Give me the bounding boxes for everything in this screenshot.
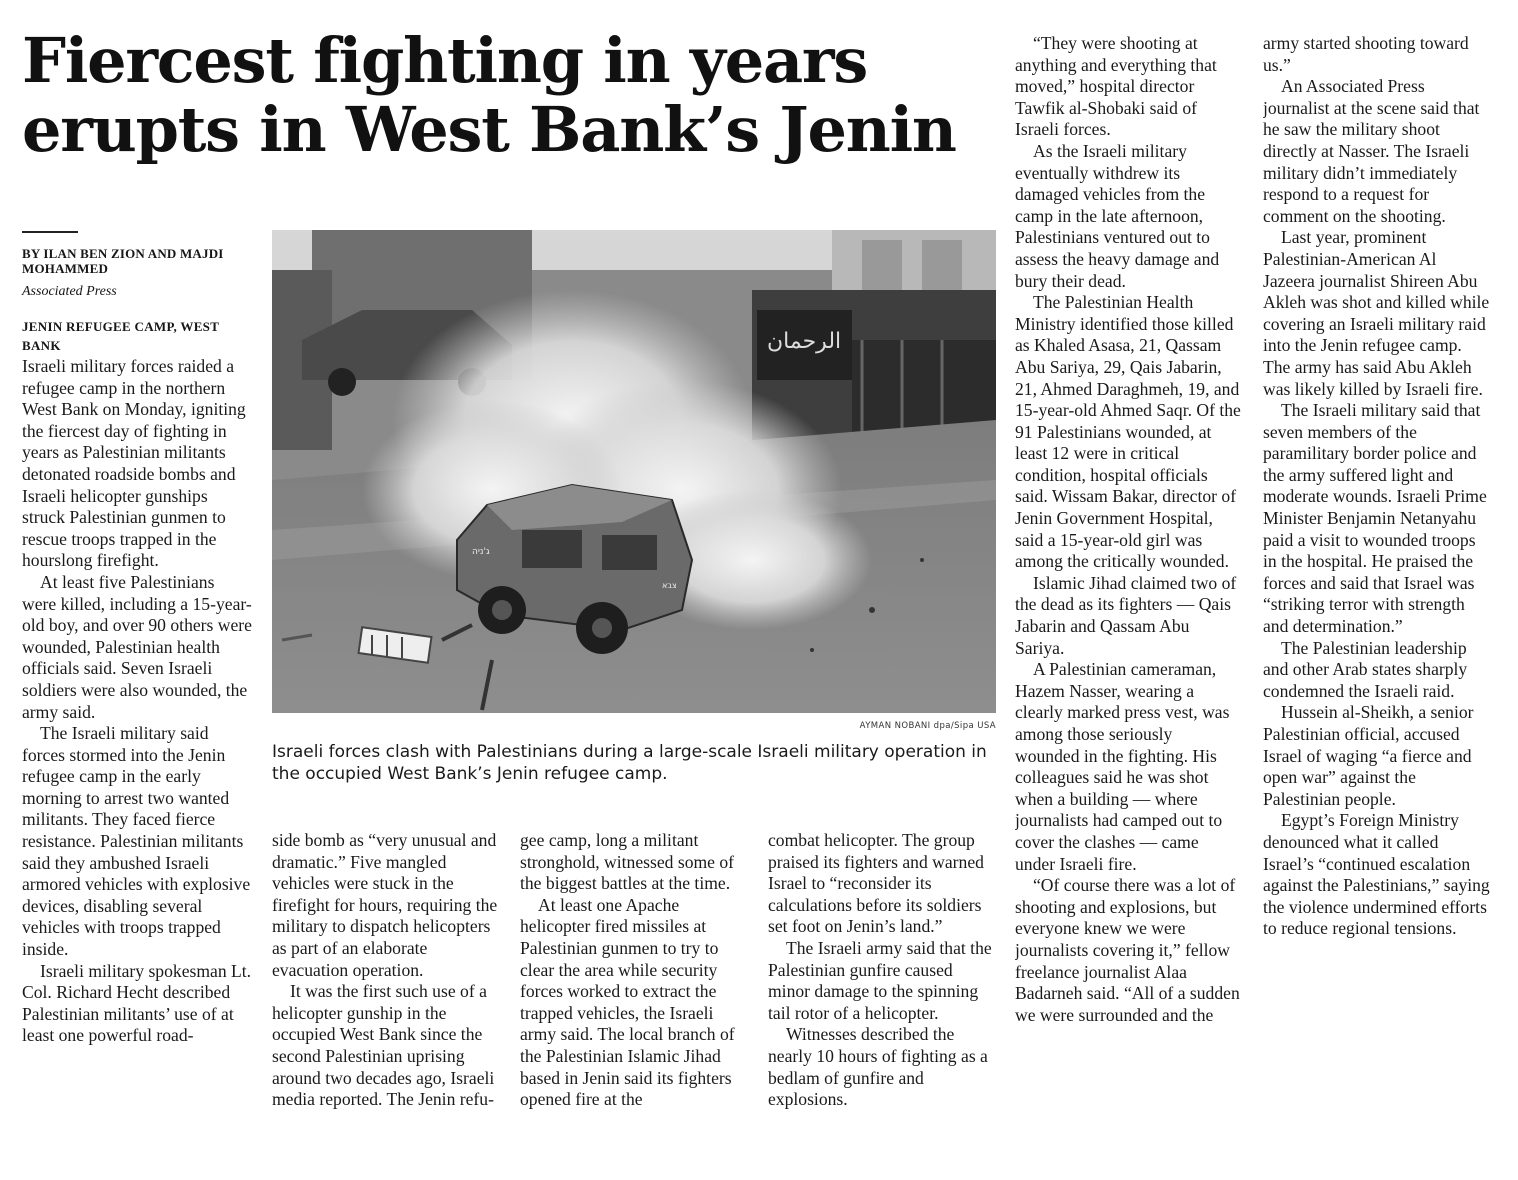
paragraph: gee camp, long a militant stronghold, witnessed some of the biggest battles at the time. (520, 830, 735, 894)
paragraph: The Palestinian leadership and other Arab states sharply condemned the Israeli raid. (1263, 637, 1468, 701)
paragraph: army started shooting toward us.” (1263, 33, 1469, 75)
paragraph: As the Israeli military eventually withdrew its damaged vehicles from the camp in the late afternoon, Palestinians ventured out to assess the heavy damage and bury their dead. (1015, 140, 1220, 291)
paragraph: “Of course there was a lot of shooting and explosions, but everyone knew we were journalists covering it,” fellow freelance journalist Alaa Badarneh said. “All of a sudden we were surrounded and the (1015, 875, 1240, 1025)
paragraph: Hussein al-Sheikh, a senior Palestinian official, accused Israel of waging “a fierce and open war” against the Palestinian people. (1263, 702, 1474, 809)
headline: Fiercest fighting in years erupts in West Bank’s Jenin (22, 24, 956, 166)
dateline: JENIN REFUGEE CAMP, WEST BANK (22, 319, 219, 353)
paragraph: Egypt’s Foreign Ministry denounced what it called Israel’s “continued escalation against the Palestinians,” saying the violence undermined efforts to reduce regional tensions. (1263, 810, 1490, 939)
paragraph: A Palestinian cameraman, Hazem Nasser, wearing a clearly marked press vest, was among those seriously wounded in the fighting. His colleagues said he was shot when a building — where journalists had camped out to cover the clashes — came under Israeli fire. (1015, 659, 1230, 874)
paragraph: The Israeli military said that seven members of the paramilitary border police and the army suffered light and moderate wounds. Israeli Prime Minister Benjamin Netanyahu paid a visit to wounded troops in the hospital. He praised the forces and said that Israel was “striking terror with strength and determination.” (1263, 400, 1487, 637)
paragraph: The Israeli military said forces stormed into the Jenin refugee camp in the early morning to arrest two wanted militants. They faced fierce resistance. Palestinian militants said they ambushed Israeli armored vehicles with explosive devices, disabling several vehicles with troops trapped inside. (22, 723, 251, 960)
photo-illustration (272, 230, 996, 713)
article-column-3 (520, 830, 748, 1160)
paragraph: Israeli military spokesman Lt. Col. Richard Hecht described Palestinian militants’ use of at least one powerful road- (22, 960, 252, 1046)
photo-caption: Israeli forces clash with Palestinians during a large-scale Israeli military operation in the occupied West Bank’s Jenin refugee camp. (272, 742, 987, 784)
agency: Associated Press (22, 284, 117, 299)
photo-credit: AYMAN NOBANI dpa/Sipa USA (859, 721, 996, 731)
article-column-2 (272, 830, 500, 1160)
shop-sign-text: الرحمان (767, 329, 842, 354)
vehicle-label-front: ג'ניה (472, 547, 490, 557)
article-column-1 (22, 356, 252, 1156)
paragraph: The Palestinian Health Ministry identified those killed as Khaled Asasa, 21, Qassam Abu Sariya, 29, Qais Jabarin, 21, Ahmed Daraghmeh, 19, and 15-year-old Ahmed Saqr. Of the 91 Palestinians wounded, at least 12 were in critical condition, hospital officials said. Wissam Bakar, director of Jenin Government Hospital, said a 15-year-old girl was among the critically wounded. (1015, 292, 1241, 572)
paragraph: “They were shooting at anything and everything that moved,” hospital director Tawfik al-Shobaki said of Israeli forces. (1015, 33, 1217, 140)
byline-rule (22, 231, 78, 233)
paragraph: The Israeli army said that the Palestinian gunfire caused minor damage to the spinning tail rotor of a helicopter. (768, 937, 992, 1023)
paragraph: Islamic Jihad claimed two of the dead as its fighters — Qais Jabarin and Qassam Abu Sariya. (1015, 572, 1237, 658)
paragraph: At least five Palestinians were killed, including a 15-year-old boy, and over 90 others were wounded, Palestinian health officials said. Seven Israeli soldiers were also wounded, the army said. (22, 571, 252, 722)
article-column-5 (1015, 33, 1241, 1158)
paragraph: side bomb as “very unusual and dramatic.” Five mangled vehicles were stuck in the firefight for hours, requiring the military to dispatch helicopters as part of an elaborate evacuation operation. (272, 830, 498, 980)
vehicle-label-side: צבא (662, 581, 677, 590)
paragraph: An Associated Press journalist at the scene said that he saw the military shoot directly at Nasser. The Israeli military didn’t immediately respond to a request for comment on the shooting. (1263, 76, 1480, 226)
article-column-6 (1263, 33, 1491, 1158)
paragraph: It was the first such use of a helicopter gunship in the occupied West Bank since the second Palestinian uprising around two decades ago, Israeli media reported. The Jenin refu- (272, 981, 495, 1110)
paragraph: Witnesses described the nearly 10 hours of fighting as a bedlam of gunfire and explosions. (768, 1024, 988, 1110)
article-column-4 (768, 830, 996, 1160)
paragraph: At least one Apache helicopter fired missiles at Palestinian gunmen to try to clear the area while security forces worked to extract the trapped vehicles, the Israeli army said. The local branch of the Palestinian Islamic Jihad based in Jenin said its fighters opened fire at the (520, 894, 735, 1110)
paragraph: Israeli military forces raided a refugee camp in the northern West Bank on Monday, igniting the fiercest day of fighting in years as Palestinian militants detonated roadside bombs and Israeli helicopter gunships struck Palestinian gunmen to rescue troops trapped in the hourslong firefight. (22, 356, 246, 571)
byline: BY ILAN BEN ZION AND MAJDI MOHAMMED (22, 246, 224, 276)
paragraph: combat helicopter. The group praised its fighters and warned Israel to “reconsider its calculations before its soldiers set foot on Jenin’s land.” (768, 830, 984, 937)
paragraph: Last year, prominent Palestinian-American Al Jazeera journalist Shireen Abu Akleh was shot and killed while covering an Israeli military raid into the Jenin refugee camp. The army has said Abu Akleh was likely killed by Israeli fire. (1263, 227, 1490, 399)
news-photo (272, 230, 996, 713)
